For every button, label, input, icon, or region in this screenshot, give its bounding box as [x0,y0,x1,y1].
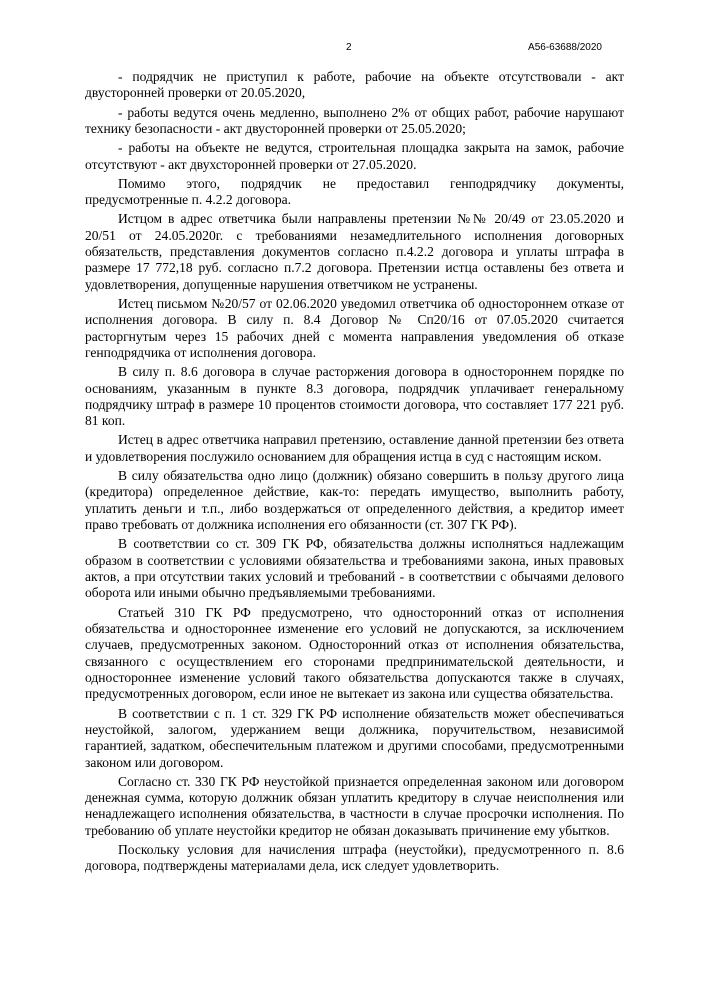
paragraph: Истец письмом №20/57 от 02.06.2020 уведомил ответчика об одностороннем отказе от исполнения договора. В силу п. 8.4 Договор № Сп20/16 от 07.05.2020 считается расторгнутым через 15 рабочих дней с момента направления уведомления об отказе генподрядчика от исполнения договора. [85,295,624,360]
paragraph: - работы на объекте не ведутся, строительная площадка закрыта на замок, рабочие отсутствуют - акт двухсторонней проверки от 27.05.2020. [85,140,624,172]
paragraph: - подрядчик не приступил к работе, рабочие на объекте отсутствовали - акт двусторонней проверки от 20.05.2020, [85,69,624,101]
paragraph: Поскольку условия для начисления штрафа (неустойки), предусмотренного п. 8.6 договора, подтверждены материалами дела, иск следует удовлетворить. [85,842,624,874]
paragraph: Истцом в адрес ответчика были направлены претензии №№ 20/49 от 23.05.2020 и 20/51 от 24.05.2020г. с требованиями незамедлительного исполнения договорных обязательств, представления документов согласно п.4.2.2 договора и уплаты штрафа в размере 17 772,18 руб. согласно п.7.2 договора. Претензии истца оставлены без ответа и удовлетворения, допущенные нарушения ответчиком не устранены. [85,211,624,292]
paragraph: В соответствии со ст. 309 ГК РФ, обязательства должны исполняться надлежащим образом в соответствии с условиями обязательства и требованиями закона, иных правовых актов, а при отсутствии таких условий и требований - в соответствии с обычаями делового оборота или иными обычно предъявляемыми требованиями. [85,536,624,601]
document-body [85,69,624,878]
paragraph: Помимо этого, подрядчик не предоставил генподрядчику документы, предусмотренные п. 4.2.2 договора. [85,175,624,208]
paragraph: Истец в адрес ответчика направил претензию, оставление данной претензии без ответа и удовлетворения послужило основанием для обращения истца в суд с настоящим иском. [85,432,624,464]
paragraph: В силу обязательства одно лицо (должник) обязано совершить в пользу другого лица (кредитора) определенное действие, как-то: передать имущество, выполнить работу, уплатить деньги и т.п., либо воздержаться от определенного действия, а кредитор имеет право требовать от должника исполнения его обязанности (ст. 307 ГК РФ). [85,468,624,533]
case-number: А56-63688/2020 [528,42,602,53]
paragraph: - работы ведутся очень медленно, выполнено 2% от общих работ, рабочие нарушают технику безопасности - акт двусторонней проверки от 25.05.2020; [85,104,624,136]
paragraph: Согласно ст. 330 ГК РФ неустойкой признается определенная законом или договором денежная сумма, которую должник обязан уплатить кредитору в случае неисполнения или ненадлежащего исполнения обязательства, в частности в случае просрочки исполнения. По требованию об уплате неустойки кредитор не обязан доказывать причинение ему убытков. [85,773,624,838]
paragraph: В силу п. 8.6 договора в случае расторжения договора в одностороннем порядке по основаниям, указанным в пункте 8.3 договора, подрядчик уплачивает генеральному подрядчику штраф в размере 10 процентов стоимости договора, что составляет 177 221 руб. 81 коп. [85,364,624,429]
paragraph: Статьей 310 ГК РФ предусмотрено, что односторонний отказ от исполнения обязательства и одностороннее изменение его условий не допускаются, за исключением случаев, предусмотренных законом. Односторонний отказ от исполнения обязательства, связанного с осуществлением его сторонами предпринимательской деятельности, и одностороннее изменение условий такого обязательства допускаются также в случаях, предусмотренных договором, если иное не вытекает из закона или существа обязательства. [85,604,624,702]
page-number: 2 [346,42,352,53]
paragraph: В соответствии с п. 1 ст. 329 ГК РФ исполнение обязательств может обеспечиваться неустойкой, залогом, удержанием вещи должника, поручительством, независимой гарантией, задатком, обеспечительным платежом и другими способами, предусмотренными законом или договором. [85,705,624,770]
